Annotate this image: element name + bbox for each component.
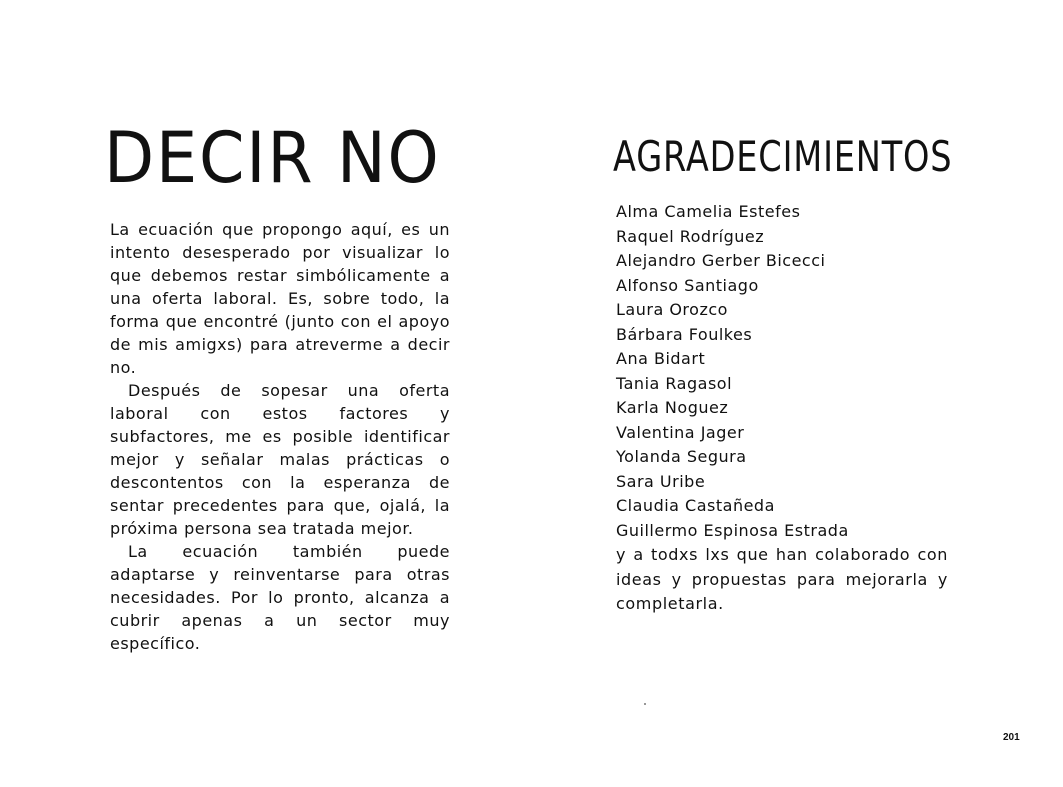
acknowledgement-name: Ana Bidart bbox=[616, 349, 706, 368]
acknowledgement-name: Guillermo Espinosa Estrada bbox=[616, 520, 849, 540]
acknowledgement-name: Bárbara Foulkes bbox=[616, 324, 753, 344]
paper-speck bbox=[644, 703, 646, 705]
acknowledgement-name: Laura Orozco bbox=[616, 300, 728, 319]
paragraph: La ecuación también puede adaptarse y reinventarse para otras necesidades. Por lo pronto, alcanza a cubrir apenas a un sector muy específico. bbox=[110, 542, 450, 653]
acknowledgement-name: Alfonso Santiago bbox=[616, 275, 759, 295]
body-text bbox=[110, 218, 450, 655]
acknowledgement-name: Yolanda Segura bbox=[616, 447, 747, 466]
acknowledgement-closing: y a todxs lxs que han colaborado con ideas y propuestas para mejorarla y completarla. bbox=[616, 545, 948, 613]
acknowledgement-name: Alejandro Gerber Bicecci bbox=[616, 251, 826, 270]
acknowledgement-name: Valentina Jager bbox=[616, 422, 745, 442]
acknowledgements-list bbox=[616, 200, 948, 617]
paragraph: La ecuación que propongo aquí, es un intento desesperado por visualizar lo que debemos restar simbólicamente a una oferta laboral. Es, sobre todo, la forma que encontré (junto con el apoyo de mis amigxs) para atreverme a decir no. bbox=[110, 220, 450, 377]
page-number: 201 bbox=[1003, 732, 1020, 743]
paragraph: Después de sopesar una oferta laboral con estos factores y subfactores, me es posible identificar mejor y señalar malas prácticas o descontentos con la esperanza de sentar precedentes para que, ojalá, la próxima persona sea tratada mejor. bbox=[110, 381, 450, 538]
acknowledgement-name: Claudia Castañeda bbox=[616, 496, 775, 515]
acknowledgement-name: Tania Ragasol bbox=[616, 373, 733, 393]
page-title-decir-no: DECIR NO bbox=[104, 117, 441, 199]
acknowledgement-name: Karla Noguez bbox=[616, 398, 729, 417]
acknowledgement-name: Alma Camelia Estefes bbox=[616, 202, 801, 221]
acknowledgement-name: Raquel Rodríguez bbox=[616, 226, 765, 246]
page-title-agradecimientos: AGRADECIMIENTOS bbox=[613, 132, 953, 181]
acknowledgement-name: Sara Uribe bbox=[616, 471, 706, 491]
